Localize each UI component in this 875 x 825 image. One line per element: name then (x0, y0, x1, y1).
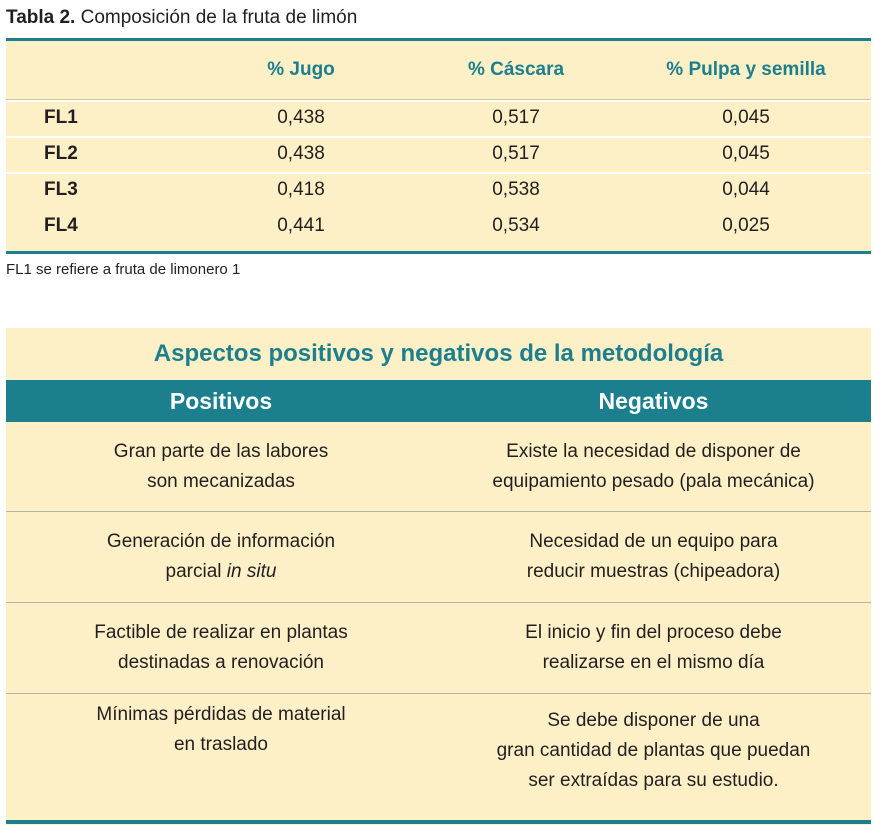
table-row (6, 512, 871, 602)
row-divider (6, 136, 871, 138)
table-row (6, 603, 871, 693)
header-peel: % Cáscara (467, 59, 565, 80)
header-pulp-seed: % Pulpa y semilla (666, 59, 826, 80)
row-label: FL2 (44, 143, 78, 164)
negative-text-line: reducir muestras (chipeadora) (526, 561, 781, 582)
cell-peel: 0,517 (492, 143, 540, 164)
positive-text-prefix: parcial (165, 561, 227, 582)
positive-text-line: Mínimas pérdidas de material (96, 704, 346, 725)
positive-text-line: Generación de información (106, 531, 336, 552)
negative-cell (436, 603, 871, 693)
header-positives: Positivos (169, 388, 273, 414)
cell-pulp-seed: 0,025 (722, 215, 770, 236)
positive-cell (6, 512, 436, 602)
negative-text-line: realizarse en el mismo día (542, 652, 765, 673)
positive-cell (6, 603, 436, 693)
table-header-row (6, 41, 871, 99)
table-row (6, 208, 871, 244)
cell-pulp-seed: 0,045 (722, 107, 770, 128)
positive-cell (6, 422, 436, 511)
positive-text-line: Factible de realizar en plantas (94, 622, 348, 643)
methodology-header-row (6, 380, 871, 422)
table-row (6, 172, 871, 208)
row-divider (6, 172, 871, 174)
row-label: FL4 (44, 215, 78, 236)
negative-text-line: equipamiento pesado (pala mecánica) (492, 470, 815, 492)
cell-juice: 0,438 (277, 107, 325, 128)
lemon-composition-table (6, 38, 871, 254)
cell-pulp-seed: 0,045 (722, 143, 770, 164)
table-caption (6, 6, 357, 30)
table-caption-text: Composición de la fruta de limón (75, 7, 358, 28)
table-caption-label: Tabla 2. (6, 7, 76, 28)
methodology-title: Aspectos positivos y negativos de la metodología (153, 340, 724, 367)
negative-text-line: Existe la necesidad de disponer de (506, 440, 801, 462)
table-bottom-rule (6, 820, 871, 824)
positive-text-italic: in situ (226, 561, 277, 582)
negative-text-line: Se debe disponer de una (547, 710, 760, 731)
cell-peel: 0,534 (492, 215, 540, 236)
cell-peel: 0,517 (492, 107, 540, 128)
row-label: FL1 (44, 107, 78, 128)
header-juice: % Jugo (267, 59, 335, 80)
row-divider (6, 100, 871, 102)
negative-text-line: gran cantidad de plantas que puedan (496, 740, 811, 761)
table-bottom-rule (6, 251, 871, 254)
positive-text-line: destinadas a renovación (118, 652, 324, 673)
cell-juice: 0,418 (277, 179, 325, 200)
table-row (6, 422, 871, 511)
positive-text-line: son mecanizadas (147, 470, 295, 492)
positive-text-line: Gran parte de las labores (113, 440, 329, 462)
positive-text-line: en traslado (173, 734, 268, 755)
table-row (6, 694, 871, 818)
row-label: FL3 (44, 179, 78, 200)
cell-juice: 0,438 (277, 143, 325, 164)
negative-cell (436, 696, 871, 806)
table-row (6, 100, 871, 136)
positive-cell (6, 700, 436, 760)
negative-text-line: Necesidad de un equipo para (529, 531, 778, 552)
cell-juice: 0,441 (277, 215, 325, 236)
negative-text-line: El inicio y fin del proceso debe (525, 622, 782, 643)
methodology-table (6, 328, 871, 825)
table-row (6, 136, 871, 172)
negative-text-line: ser extraídas para su estudio. (528, 770, 779, 791)
negative-cell (436, 512, 871, 602)
negative-cell (436, 422, 871, 511)
table-footnote: FL1 se refiere a fruta de limonero 1 (6, 261, 241, 278)
header-negatives: Negativos (598, 388, 709, 414)
cell-pulp-seed: 0,044 (722, 179, 770, 200)
cell-peel: 0,538 (492, 179, 540, 200)
